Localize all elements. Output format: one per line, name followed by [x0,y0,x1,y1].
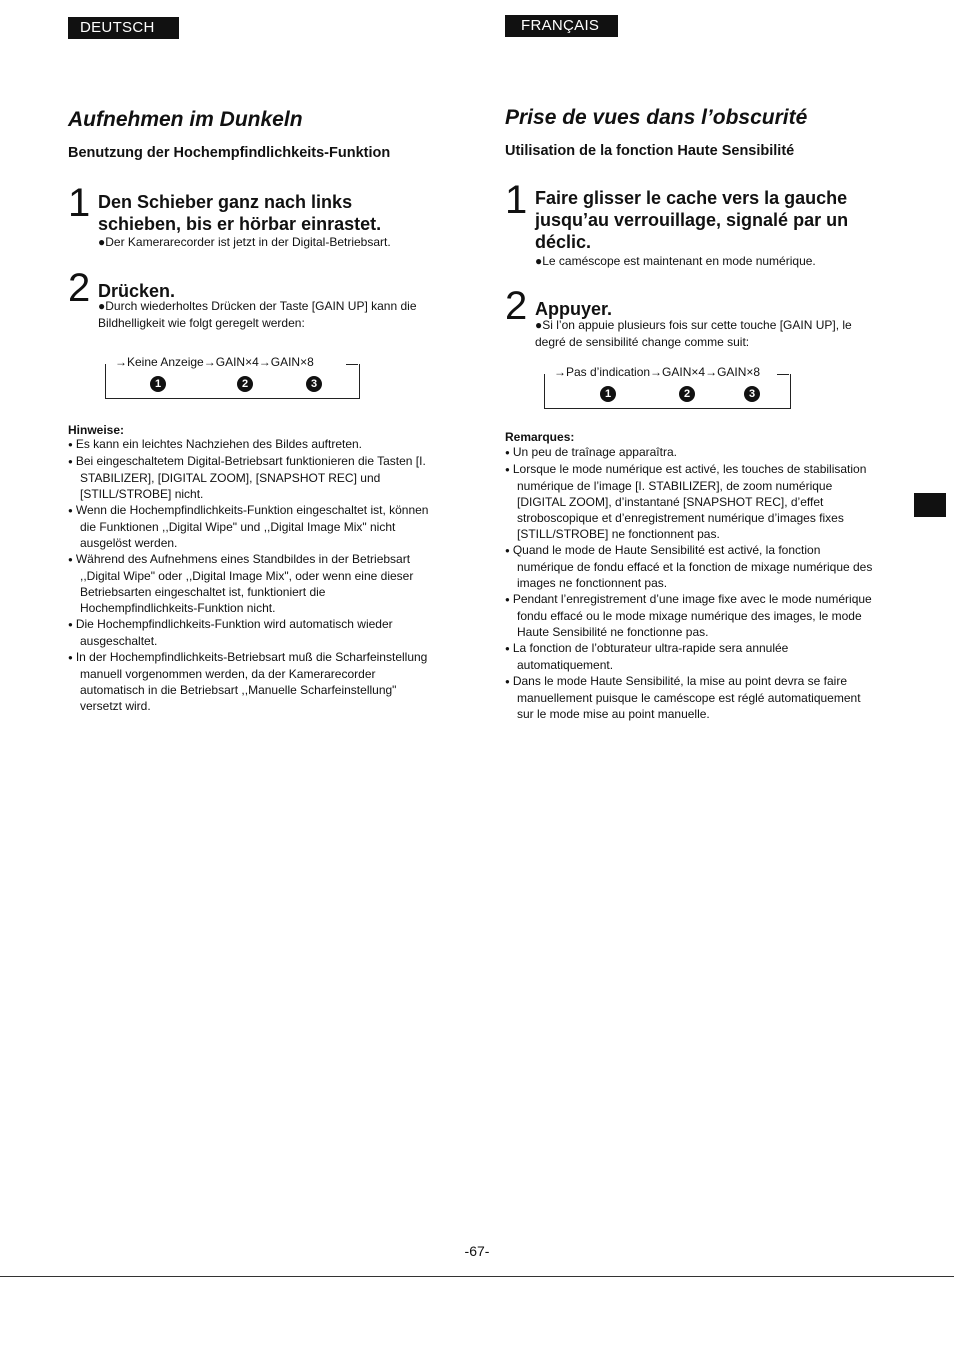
language-tab-francais: FRANÇAIS [505,15,618,37]
gain-sequence-diagram [105,355,360,399]
notes-title: Hinweise: [68,423,125,437]
note-item: ● In der Hochempfindlichkeits-Betriebsart muß die Scharfeinstellung manuell vorgenommen werden, da der Kamerarecorder automatisch in die Betriebsart ,,Manuelle Scharfeinstellung" versetzt wird. [68,649,430,714]
page-number: -67- [464,1243,490,1259]
note-item: ● Pendant l’enregistrement d’une image fixe avec le mode numérique fondu effacé ou le mode mixage numérique des images, le mode Haute Sensibilité ne fonctionne pas. [505,591,880,640]
step-1-title: Faire glisser le cache vers la gauche jusqu’au verrouillage, signalé par un déclic. [535,188,849,252]
step-1-bullet: ●Le caméscope est maintenant en mode numérique. [535,254,816,268]
circled-number-3: 3 [306,376,322,392]
step-2-number: 2 [68,266,91,310]
section-title: Prise de vues dans l’obscurité [505,106,808,129]
note-item: ● Die Hochempfindlichkeits-Funktion wird automatisch wieder ausgeschaltet. [68,616,430,649]
section-subtitle: Benutzung der Hochempfindlichkeits-Funktion [68,145,391,161]
circled-number-2: 2 [237,376,253,392]
notes-list [505,444,880,722]
step-2-bullet: ●Si l’on appuie plusieurs fois sur cette touche [GAIN UP], le degré de sensibilité change comme suit: [535,318,852,349]
step-2-bullet: ●Durch wiederholtes Drücken der Taste [GAIN UP] kann die Bildhelligkeit wie folgt geregelt werden: [98,299,417,330]
note-item: ● Bei eingeschaltetem Digital-Betriebsart funktionieren die Tasten [I. STABILIZER], [DIGITAL ZOOM], [SNAPSHOT REC] und [STILL/STROBE] nicht. [68,453,430,502]
note-item: ● Wenn die Hochempfindlichkeits-Funktion eingeschaltet ist, können die Funktionen ,,Digital Wipe" und ,,Digital Image Mix" nicht ausgelöst werden. [68,502,430,551]
step-1-number: 1 [505,178,528,222]
step-2-title: Appuyer. [535,299,613,319]
circled-number-1: 1 [600,386,616,402]
gain-sequence-text: →Keine Anzeige→GAIN×4→GAIN×8 [112,355,317,369]
gain-sequence-text: →Pas d’indication→GAIN×4→GAIN×8 [551,365,763,379]
sequence-return-line [346,364,358,365]
step-1-number: 1 [68,181,91,225]
gain-sequence-diagram [544,365,791,409]
step-1-bullet: ●Der Kamerarecorder ist jetzt in der Digital-Betriebsart. [98,235,391,249]
circled-number-2: 2 [679,386,695,402]
step-1-title: Den Schieber ganz nach links schieben, bis er hörbar einrastet. [98,192,382,234]
note-item: ● Quand le mode de Haute Sensibilité est activé, la fonction numérique de fondu effacé et la fonction de mixage numérique des images ne fonctionnent pas. [505,542,880,591]
note-item: ● Lorsque le mode numérique est activé, les touches de stabilisation numérique de l’image [I. STABILIZER], de zoom numérique [DIGITAL ZOOM], d’instantané [SNAPSHOT REC], d’effet stroboscopique et d’enregistrement numérique d’images fixes [STILL/STROBE] ne fonctionnent pas. [505,461,880,542]
language-tab-deutsch: DEUTSCH [68,17,179,39]
note-item: ● Un peu de traînage apparaîtra. [505,444,880,461]
notes-list [68,436,430,714]
section-title: Aufnehmen im Dunkeln [68,108,303,131]
step-2-number: 2 [505,284,528,328]
notes-title: Remarques: [505,430,575,444]
note-item: ● Während des Aufnehmens eines Standbildes in der Betriebsart ,,Digital Wipe" oder ,,Digital Image Mix", oder wenn eine dieser Betriebsarten eingeschaltet ist, funktioniert die Hochempfindlichkeits-Funktion nicht. [68,551,430,616]
step-2-title: Drücken. [98,281,176,301]
section-subtitle: Utilisation de la fonction Haute Sensibilité [505,143,795,159]
sequence-return-line [777,374,789,375]
circled-number-1: 1 [150,376,166,392]
circled-number-3: 3 [744,386,760,402]
note-item: ● La fonction de l’obturateur ultra-rapide sera annulée automatiquement. [505,640,880,673]
note-item: ● Dans le mode Haute Sensibilité, la mise au point devra se faire manuellement puisque le caméscope est réglé automatiquement sur le mode mise au point manuelle. [505,673,880,722]
chapter-marker [914,493,946,517]
note-item: ● Es kann ein leichtes Nachziehen des Bildes auftreten. [68,436,430,453]
footer-rule [0,1276,954,1277]
